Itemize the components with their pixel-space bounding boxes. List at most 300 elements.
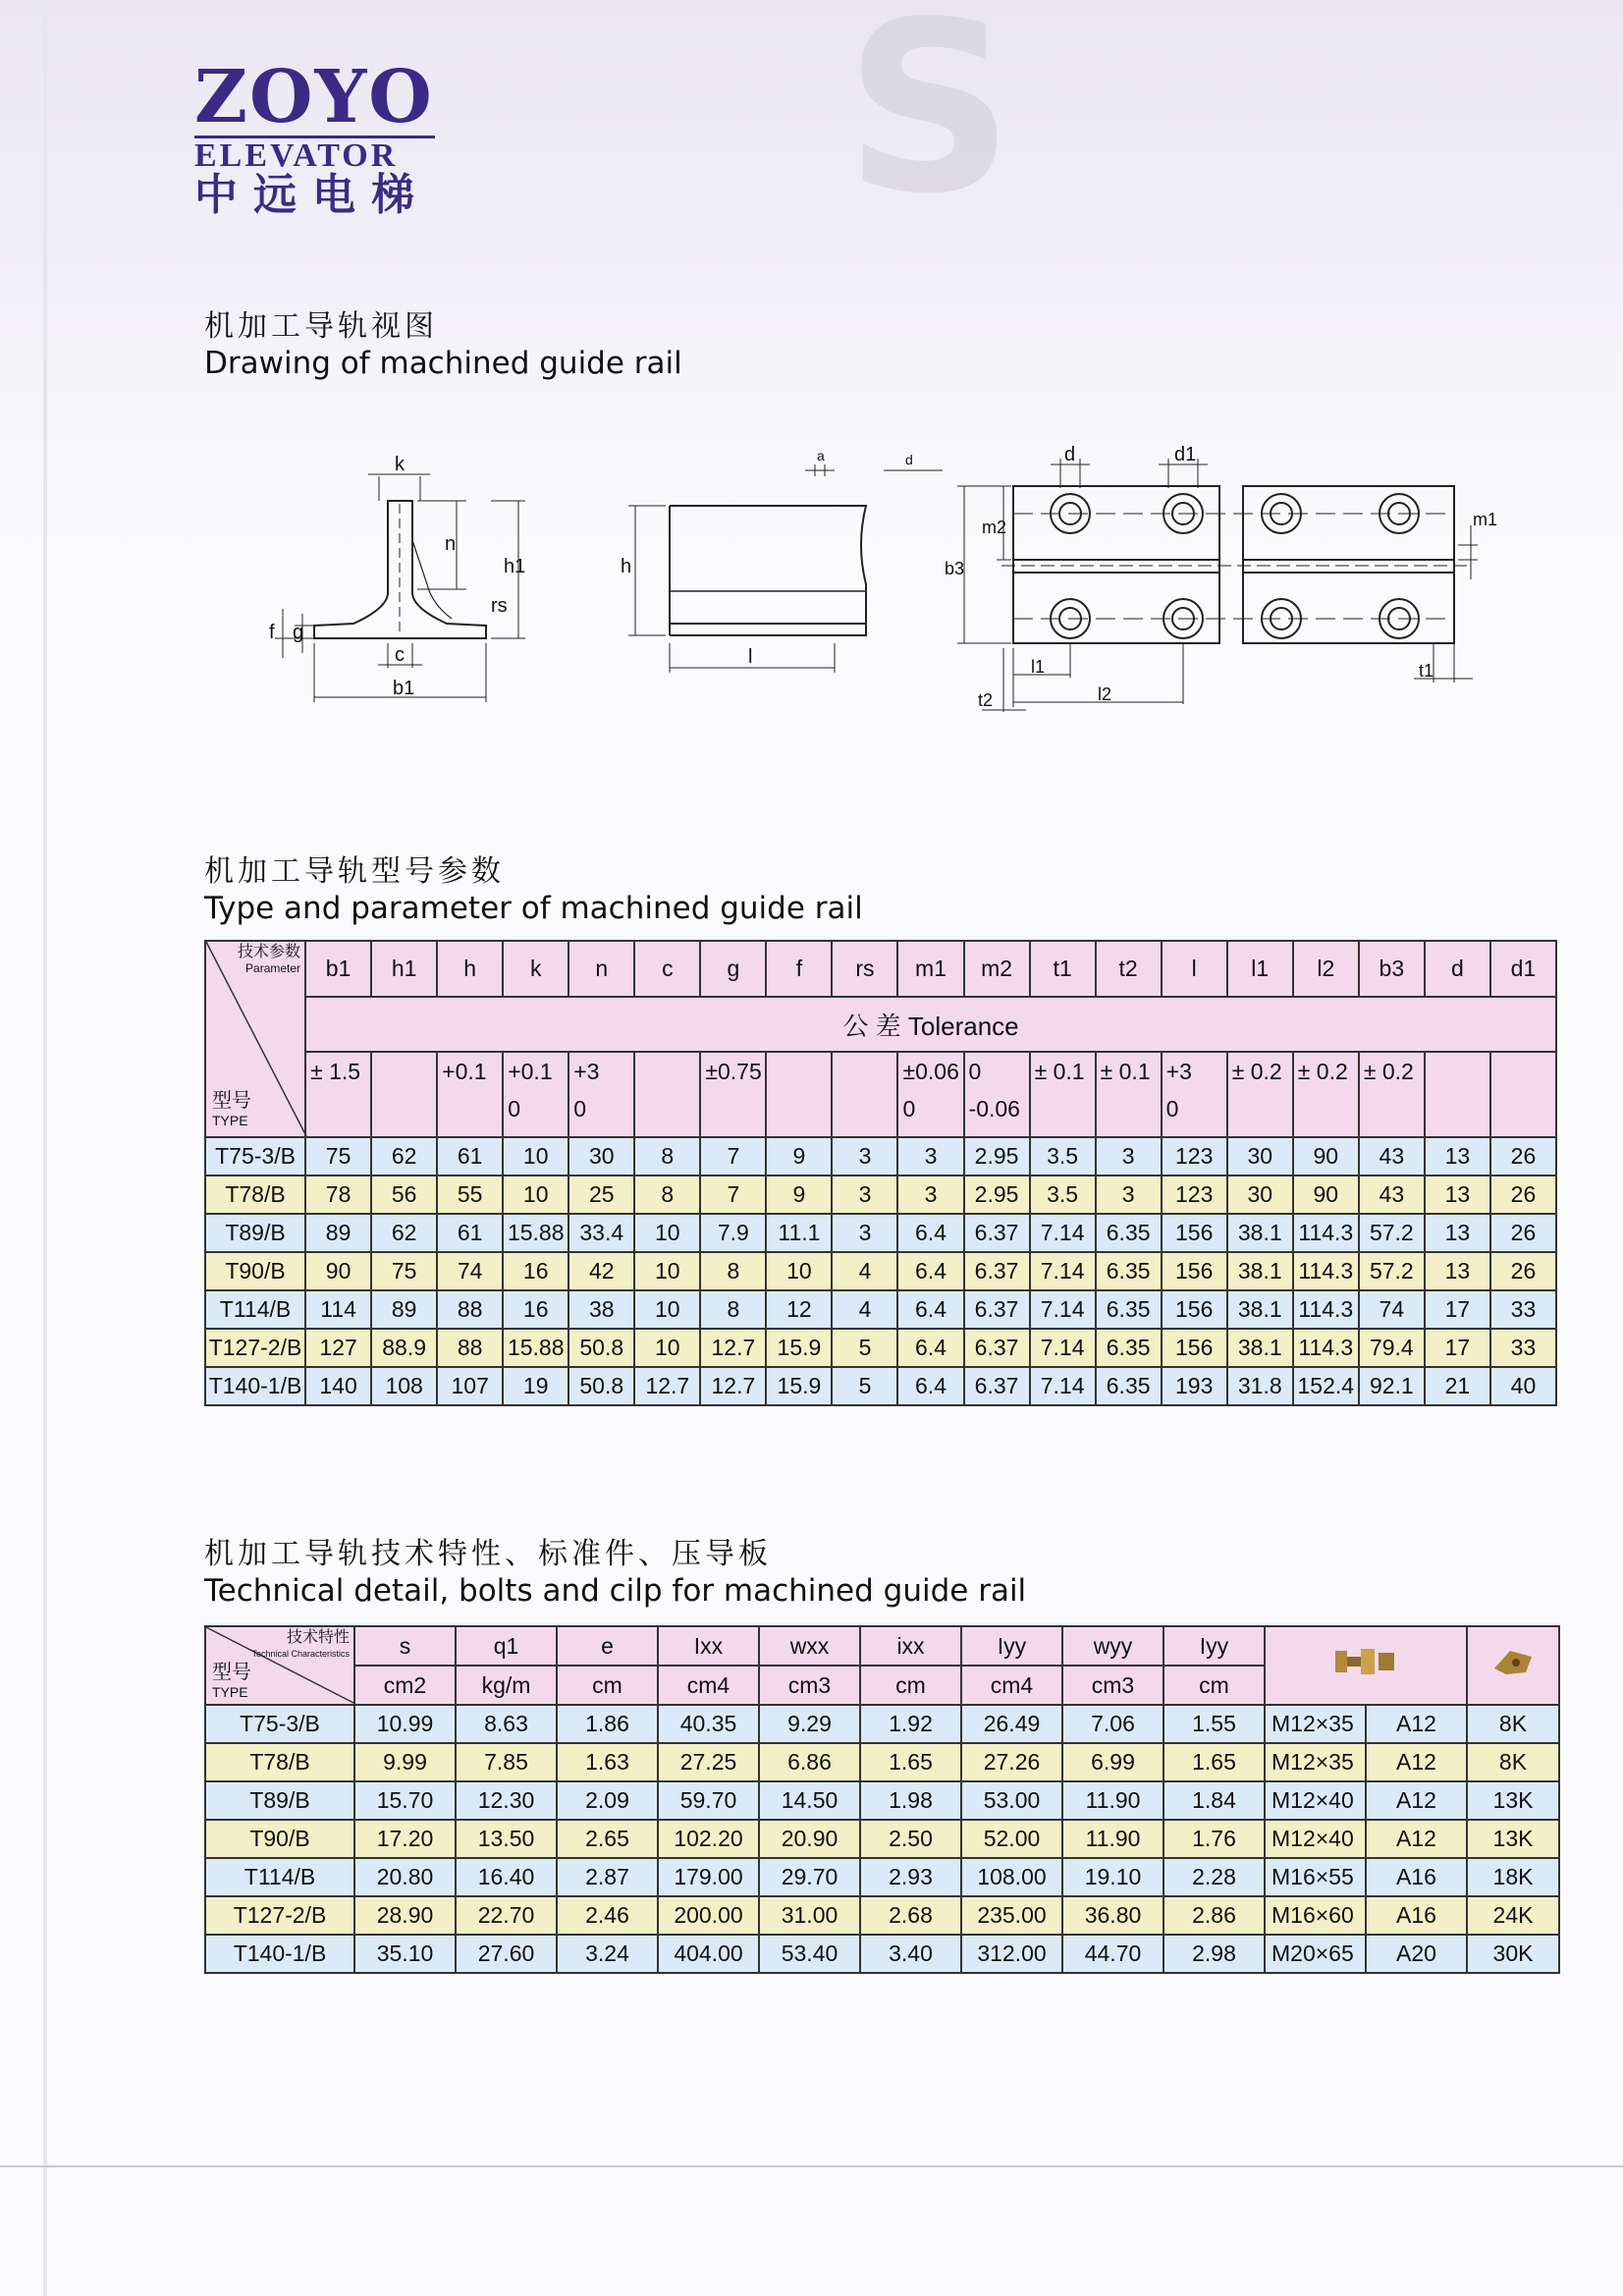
type-cell: T90/B	[205, 1820, 354, 1858]
value-cell: 21	[1425, 1367, 1490, 1405]
value-cell: 152.4	[1293, 1367, 1359, 1405]
value-cell: 6.4	[897, 1329, 963, 1367]
bolt-header-cell	[1265, 1626, 1467, 1705]
bolt-cell: M12×35	[1265, 1743, 1366, 1781]
value-cell: 9	[766, 1175, 832, 1214]
value-cell: 20.80	[354, 1858, 456, 1896]
type-cell: T127-2/B	[205, 1896, 354, 1935]
logo-chinese: 中远电梯	[194, 170, 430, 220]
tolerance-upper: ± 0.2	[1231, 1059, 1282, 1085]
value-cell: 156	[1162, 1214, 1227, 1252]
value-cell: 7.06	[1062, 1705, 1163, 1743]
value-cell: 200.00	[658, 1896, 759, 1935]
value-cell: 7	[700, 1137, 766, 1175]
value-cell: 2.28	[1163, 1858, 1265, 1896]
value-cell: 38.1	[1227, 1329, 1293, 1367]
value-cell: 1.76	[1163, 1820, 1265, 1858]
tolerance-upper: ± 0.1	[1100, 1059, 1151, 1085]
value-cell: 25	[568, 1175, 634, 1214]
unit-cell: cm3	[759, 1666, 860, 1705]
tolerance-upper: ± 0.1	[1034, 1059, 1085, 1085]
column-header: wyy	[1062, 1626, 1163, 1666]
value-cell: 38.1	[1227, 1252, 1293, 1290]
tolerance-upper: +3	[1165, 1059, 1192, 1085]
tolerance-cell	[1162, 1052, 1227, 1137]
corner-type-en: TYPE	[212, 1113, 248, 1128]
value-cell: 4	[832, 1290, 897, 1329]
value-cell: 40.35	[658, 1705, 759, 1743]
value-cell: 13	[1425, 1175, 1490, 1214]
value-cell: 38.1	[1227, 1290, 1293, 1329]
column-header: m1	[897, 941, 963, 997]
value-cell: 26	[1490, 1252, 1556, 1290]
corner-characteristics-cn: 技术特性	[286, 1629, 350, 1646]
value-cell: 2.46	[557, 1896, 658, 1935]
company-logo	[194, 55, 435, 220]
bolt-cell: M12×35	[1265, 1705, 1366, 1743]
type-cell: T90/B	[205, 1252, 305, 1290]
value-cell: 16	[503, 1290, 568, 1329]
grade-cell: A16	[1366, 1896, 1467, 1935]
value-cell: 20.90	[759, 1820, 860, 1858]
column-header: m2	[964, 941, 1030, 997]
value-cell: 6.37	[964, 1290, 1030, 1329]
value-cell: 10	[634, 1252, 700, 1290]
value-cell: 33.4	[568, 1214, 634, 1252]
label-c: c	[395, 644, 405, 666]
value-cell: 2.95	[964, 1175, 1030, 1214]
value-cell: 11.90	[1062, 1781, 1163, 1820]
corner-parameter-label	[238, 944, 300, 977]
type-cell: T114/B	[205, 1290, 305, 1329]
value-cell: 36.80	[1062, 1896, 1163, 1935]
table-row	[205, 1820, 1559, 1858]
table-row	[205, 1896, 1559, 1935]
unit-cell: cm	[557, 1666, 658, 1705]
section-heading-params	[204, 854, 863, 927]
value-cell: 15.9	[766, 1329, 832, 1367]
value-cell: 52.00	[961, 1820, 1062, 1858]
value-cell: 19.10	[1062, 1858, 1163, 1896]
section-heading-tech	[204, 1537, 1026, 1610]
value-cell: 89	[305, 1214, 371, 1252]
tolerance-cell	[897, 1052, 963, 1137]
value-cell: 8	[700, 1290, 766, 1329]
type-cell: T89/B	[205, 1781, 354, 1820]
value-cell: 6.86	[759, 1743, 860, 1781]
bolt-cell: M20×65	[1265, 1935, 1366, 1973]
value-cell: 107	[437, 1367, 503, 1405]
value-cell: 6.35	[1096, 1252, 1162, 1290]
value-cell: 12.7	[634, 1367, 700, 1405]
value-cell: 26.49	[961, 1705, 1062, 1743]
label-m2: m2	[982, 518, 1007, 537]
value-cell: 2.50	[860, 1820, 961, 1858]
tolerance-upper: ± 1.5	[310, 1059, 361, 1085]
value-cell: 31.8	[1227, 1367, 1293, 1405]
value-cell: 12.7	[700, 1367, 766, 1405]
clip-header-cell	[1467, 1626, 1559, 1705]
column-header: g	[700, 941, 766, 997]
value-cell: 4	[832, 1252, 897, 1290]
tolerance-cell	[766, 1052, 832, 1137]
value-cell: 7.14	[1030, 1290, 1096, 1329]
value-cell: 6.35	[1096, 1329, 1162, 1367]
value-cell: 1.63	[557, 1743, 658, 1781]
value-cell: 6.4	[897, 1252, 963, 1290]
value-cell: 2.68	[860, 1896, 961, 1935]
value-cell: 53.40	[759, 1935, 860, 1973]
value-cell: 10	[503, 1137, 568, 1175]
value-cell: 27.25	[658, 1743, 759, 1781]
value-cell: 1.86	[557, 1705, 658, 1743]
value-cell: 3	[897, 1137, 963, 1175]
column-header: l1	[1227, 941, 1293, 997]
label-f: f	[269, 622, 275, 643]
tolerance-cell	[964, 1052, 1030, 1137]
value-cell: 90	[1293, 1137, 1359, 1175]
tolerance-cell	[832, 1052, 897, 1137]
value-cell: 75	[371, 1252, 437, 1290]
value-cell: 6.37	[964, 1329, 1030, 1367]
unit-cell: cm3	[1062, 1666, 1163, 1705]
value-cell: 10	[503, 1175, 568, 1214]
value-cell: 26	[1490, 1214, 1556, 1252]
tolerance-lower: -0.06	[968, 1096, 1020, 1122]
tolerance-upper: +0.1	[508, 1059, 553, 1085]
column-header: t2	[1096, 941, 1162, 997]
value-cell: 7.14	[1030, 1214, 1096, 1252]
unit-cell: cm2	[354, 1666, 456, 1705]
value-cell: 6.4	[897, 1290, 963, 1329]
value-cell: 92.1	[1359, 1367, 1425, 1405]
page-binding-strip	[43, 0, 47, 2296]
value-cell: 2.95	[964, 1137, 1030, 1175]
unit-cell: cm	[860, 1666, 961, 1705]
value-cell: 12.30	[456, 1781, 557, 1820]
grade-cell: A12	[1366, 1820, 1467, 1858]
type-cell: T75-3/B	[205, 1705, 354, 1743]
value-cell: 1.55	[1163, 1705, 1265, 1743]
value-cell: 3	[832, 1214, 897, 1252]
section-heading-drawing	[204, 309, 682, 382]
value-cell: 43	[1359, 1137, 1425, 1175]
value-cell: 13	[1425, 1252, 1490, 1290]
table-row	[205, 1175, 1556, 1214]
table-row	[205, 1252, 1556, 1290]
tolerance-upper: +0.1	[442, 1059, 487, 1085]
value-cell: 6.35	[1096, 1367, 1162, 1405]
column-header: n	[568, 941, 634, 997]
column-header: Iyy	[1163, 1626, 1265, 1666]
value-cell: 33	[1490, 1329, 1556, 1367]
tolerance-cell	[503, 1052, 568, 1137]
value-cell: 90	[1293, 1175, 1359, 1214]
label-l2: l2	[1098, 684, 1112, 704]
tolerance-cell	[568, 1052, 634, 1137]
value-cell: 74	[437, 1252, 503, 1290]
value-cell: 28.90	[354, 1896, 456, 1935]
value-cell: 12.7	[700, 1329, 766, 1367]
type-cell: T127-2/B	[205, 1329, 305, 1367]
value-cell: 235.00	[961, 1896, 1062, 1935]
corner-type-label	[212, 1091, 251, 1130]
table-row	[205, 1705, 1559, 1743]
bolt-cell: M12×40	[1265, 1820, 1366, 1858]
corner-parameter-cn: 技术参数	[238, 944, 301, 960]
value-cell: 10	[766, 1252, 832, 1290]
type-cell: T78/B	[205, 1175, 305, 1214]
value-cell: 3	[832, 1137, 897, 1175]
unit-cell: cm4	[961, 1666, 1062, 1705]
label-d1: d1	[1174, 444, 1197, 465]
value-cell: 61	[437, 1214, 503, 1252]
value-cell: 15.88	[503, 1214, 568, 1252]
value-cell: 5	[832, 1367, 897, 1405]
tolerance-cell	[634, 1052, 700, 1137]
value-cell: 30	[1227, 1175, 1293, 1214]
value-cell: 10	[634, 1329, 700, 1367]
column-header: h1	[371, 941, 437, 997]
value-cell: 61	[437, 1137, 503, 1175]
value-cell: 26	[1490, 1175, 1556, 1214]
label-h1: h1	[504, 556, 526, 577]
tolerance-cell	[1227, 1052, 1293, 1137]
value-cell: 22.70	[456, 1896, 557, 1935]
parameter-corner-cell	[205, 941, 305, 1137]
column-header: b3	[1359, 941, 1425, 997]
table-row	[205, 1329, 1556, 1367]
value-cell: 7.14	[1030, 1367, 1096, 1405]
value-cell: 10.99	[354, 1705, 456, 1743]
table-row	[205, 1858, 1559, 1896]
unit-cell: kg/m	[456, 1666, 557, 1705]
column-header: e	[557, 1626, 658, 1666]
value-cell: 38	[568, 1290, 634, 1329]
value-cell: 123	[1162, 1175, 1227, 1214]
value-cell: 38.1	[1227, 1214, 1293, 1252]
type-cell: T75-3/B	[205, 1137, 305, 1175]
value-cell: 7.14	[1030, 1252, 1096, 1290]
type-cell: T89/B	[205, 1214, 305, 1252]
value-cell: 30	[568, 1137, 634, 1175]
logo-brand: ZOYO	[194, 55, 434, 139]
clip-cell: 24K	[1467, 1896, 1559, 1935]
table-row	[205, 1290, 1556, 1329]
value-cell: 43	[1359, 1175, 1425, 1214]
value-cell: 6.4	[897, 1367, 963, 1405]
value-cell: 6.37	[964, 1252, 1030, 1290]
label-b1: b1	[393, 678, 415, 699]
tolerance-upper: ± 0.2	[1363, 1059, 1414, 1085]
clip-cell: 30K	[1467, 1935, 1559, 1973]
value-cell: 27.26	[961, 1743, 1062, 1781]
value-cell: 16.40	[456, 1858, 557, 1896]
unit-cell: cm	[1163, 1666, 1265, 1705]
type-cell: T78/B	[205, 1743, 354, 1781]
label-l1: l1	[1031, 657, 1046, 677]
tolerance-upper: 0	[968, 1059, 982, 1085]
column-header: f	[766, 941, 832, 997]
grade-cell: A12	[1366, 1781, 1467, 1820]
column-header: rs	[832, 941, 897, 997]
value-cell: 9.29	[759, 1705, 860, 1743]
value-cell: 7.85	[456, 1743, 557, 1781]
clip-cell: 8K	[1467, 1743, 1559, 1781]
heading-cn: 机加工导轨视图	[204, 309, 438, 344]
tolerance-cell	[305, 1052, 371, 1137]
label-d-side: d	[905, 452, 913, 467]
table-row	[205, 1935, 1559, 1973]
clip-cell: 18K	[1467, 1858, 1559, 1896]
value-cell: 114.3	[1293, 1214, 1359, 1252]
value-cell: 11.1	[766, 1214, 832, 1252]
value-cell: 55	[437, 1175, 503, 1214]
value-cell: 2.93	[860, 1858, 961, 1896]
tolerance-cell	[1490, 1052, 1556, 1137]
value-cell: 156	[1162, 1290, 1227, 1329]
column-header: wxx	[759, 1626, 860, 1666]
type-cell: T140-1/B	[205, 1935, 354, 1973]
value-cell: 9	[766, 1137, 832, 1175]
value-cell: 50.8	[568, 1329, 634, 1367]
label-m1: m1	[1473, 510, 1498, 529]
label-n: n	[445, 533, 457, 555]
value-cell: 6.35	[1096, 1290, 1162, 1329]
tolerance-cell	[1096, 1052, 1162, 1137]
value-cell: 62	[371, 1137, 437, 1175]
heading-en: Type and parameter of machined guide rail	[204, 891, 863, 926]
table-row	[205, 1781, 1559, 1820]
tolerance-cell	[371, 1052, 437, 1137]
value-cell: 404.00	[658, 1935, 759, 1973]
value-cell: 312.00	[961, 1935, 1062, 1973]
column-header: l2	[1293, 941, 1359, 997]
unit-cell: cm4	[658, 1666, 759, 1705]
corner-type-cn: 型号	[212, 1090, 251, 1112]
page-bottom-rule	[0, 2165, 1623, 2167]
value-cell: 1.65	[1163, 1743, 1265, 1781]
value-cell: 62	[371, 1214, 437, 1252]
value-cell: 88	[437, 1329, 503, 1367]
value-cell: 44.70	[1062, 1935, 1163, 1973]
parameter-table	[204, 940, 1557, 1406]
value-cell: 127	[305, 1329, 371, 1367]
tolerance-upper: +3	[573, 1059, 600, 1085]
bolt-cell: M12×40	[1265, 1781, 1366, 1820]
value-cell: 15.9	[766, 1367, 832, 1405]
column-header: c	[634, 941, 700, 997]
value-cell: 31.00	[759, 1896, 860, 1935]
value-cell: 3	[1096, 1137, 1162, 1175]
value-cell: 123	[1162, 1137, 1227, 1175]
value-cell: 6.4	[897, 1214, 963, 1252]
value-cell: 27.60	[456, 1935, 557, 1973]
value-cell: 2.87	[557, 1858, 658, 1896]
column-header: d1	[1490, 941, 1556, 997]
value-cell: 57.2	[1359, 1252, 1425, 1290]
value-cell: 59.70	[658, 1781, 759, 1820]
value-cell: 56	[371, 1175, 437, 1214]
label-rs: rs	[491, 595, 508, 617]
bolt-nut-icon	[1331, 1643, 1400, 1682]
table-row	[205, 1743, 1559, 1781]
column-header: Ixx	[658, 1626, 759, 1666]
value-cell: 3	[1096, 1175, 1162, 1214]
value-cell: 8	[700, 1252, 766, 1290]
grade-cell: A20	[1366, 1935, 1467, 1973]
value-cell: 140	[305, 1367, 371, 1405]
value-cell: 88	[437, 1290, 503, 1329]
column-header: q1	[456, 1626, 557, 1666]
value-cell: 57.2	[1359, 1214, 1425, 1252]
value-cell: 156	[1162, 1252, 1227, 1290]
label-d: d	[1064, 444, 1076, 465]
tolerance-cell	[1293, 1052, 1359, 1137]
column-header: k	[503, 941, 568, 997]
column-header: ixx	[860, 1626, 961, 1666]
value-cell: 16	[503, 1252, 568, 1290]
value-cell: 78	[305, 1175, 371, 1214]
column-header: t1	[1030, 941, 1096, 997]
value-cell: 1.84	[1163, 1781, 1265, 1820]
value-cell: 114	[305, 1290, 371, 1329]
column-header: Iyy	[961, 1626, 1062, 1666]
type-cell: T114/B	[205, 1858, 354, 1896]
value-cell: 1.65	[860, 1743, 961, 1781]
value-cell: 29.70	[759, 1858, 860, 1896]
value-cell: 35.10	[354, 1935, 456, 1973]
heading-en: Technical detail, bolts and cilp for machined guide rail	[204, 1573, 1027, 1609]
tolerance-lower: 0	[902, 1096, 916, 1122]
clip-icon	[1488, 1643, 1538, 1682]
value-cell: 7.14	[1030, 1329, 1096, 1367]
value-cell: 102.20	[658, 1820, 759, 1858]
heading-cn: 机加工导轨型号参数	[204, 854, 505, 889]
tolerance-lower: 0	[1165, 1096, 1179, 1122]
value-cell: 3.24	[557, 1935, 658, 1973]
value-cell: 50.8	[568, 1367, 634, 1405]
label-k: k	[395, 454, 405, 475]
value-cell: 7.9	[700, 1214, 766, 1252]
value-cell: 42	[568, 1252, 634, 1290]
value-cell: 3	[832, 1175, 897, 1214]
value-cell: 15.70	[354, 1781, 456, 1820]
value-cell: 14.50	[759, 1781, 860, 1820]
value-cell: 88.9	[371, 1329, 437, 1367]
column-header: h	[437, 941, 503, 997]
value-cell: 193	[1162, 1367, 1227, 1405]
heading-en: Drawing of machined guide rail	[204, 346, 682, 381]
column-header: d	[1425, 941, 1490, 997]
value-cell: 26	[1490, 1137, 1556, 1175]
value-cell: 156	[1162, 1329, 1227, 1367]
value-cell: 3.40	[860, 1935, 961, 1973]
value-cell: 179.00	[658, 1858, 759, 1896]
value-cell: 6.37	[964, 1214, 1030, 1252]
tolerance-label: 公 差 Tolerance	[305, 997, 1556, 1053]
value-cell: 8	[634, 1175, 700, 1214]
tolerance-upper: ± 0.2	[1297, 1059, 1348, 1085]
corner-characteristics-en: Technical Characteristics	[251, 1649, 350, 1659]
label-t2: t2	[978, 690, 994, 710]
watermark-logo: S	[844, 0, 1004, 246]
tolerance-lower: 0	[573, 1096, 587, 1122]
table-row	[205, 1137, 1556, 1175]
clip-cell: 13K	[1467, 1781, 1559, 1820]
value-cell: 10	[634, 1214, 700, 1252]
value-cell: 17	[1425, 1329, 1490, 1367]
